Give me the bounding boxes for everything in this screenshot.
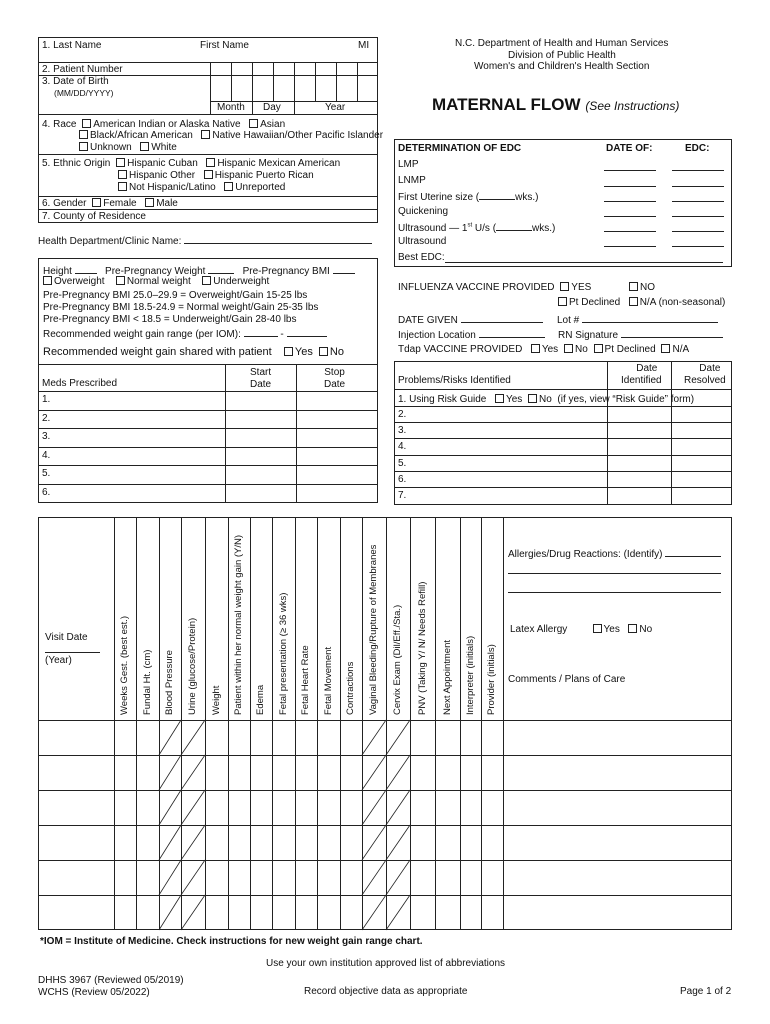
na-option: N/A — [672, 344, 690, 355]
cell-diagonal — [159, 860, 181, 895]
problem-row[interactable]: 6. — [398, 474, 407, 485]
allergies-field[interactable] — [665, 547, 721, 557]
weight-range-label: Recommended weight gain range (per IOM): — [43, 329, 241, 340]
cell-diagonal — [362, 860, 386, 895]
no-option: No — [539, 394, 552, 405]
start-label: Start — [250, 367, 272, 378]
us-label-b: U/s ( — [472, 223, 497, 234]
uterine-weeks-unit: wks.) — [515, 192, 539, 203]
risk-guide-note: (if yes, view “Risk Guide” form) — [557, 394, 695, 405]
first-name-label: First Name — [200, 40, 249, 51]
dept-name: N.C. Department of Health and Human Services — [455, 38, 669, 49]
problem-row[interactable]: 2. — [398, 409, 407, 420]
yes-option: Yes — [294, 346, 313, 358]
na-option: N/A (non-seasonal) — [639, 297, 726, 308]
latex-label: Latex Allergy — [510, 624, 568, 635]
med-row[interactable]: 3. — [42, 431, 51, 442]
gender-option: Female — [103, 198, 137, 209]
allergies-line[interactable] — [508, 573, 721, 574]
column-header: Cervix Exam (Dil/Eff./Sta.) — [392, 604, 403, 715]
mi-label: MI — [358, 40, 370, 51]
abbrev-note: Use your own institution approved list of abbreviations — [266, 958, 506, 969]
us-label: Ultrasound — 1 — [398, 223, 468, 234]
cell-diagonal — [386, 720, 410, 755]
identified-label-2: Identified — [621, 374, 662, 386]
lnmp-label: LNMP — [398, 175, 426, 186]
county-label: 7. County of Residence — [42, 211, 146, 222]
patient-number-label: 2. Patient Number — [42, 64, 123, 75]
column-header: Patient within her normal weight gain (Y/N) — [233, 534, 244, 715]
division-name: Division of Public Health — [508, 50, 616, 61]
gender-option: Male — [156, 198, 178, 209]
cell-diagonal — [386, 825, 410, 860]
page-number: Page 1 of 2 — [680, 986, 732, 997]
column-header: Edema — [255, 684, 266, 715]
column-header: Weeks Gest. (best est.) — [119, 615, 130, 715]
med-row[interactable]: 5. — [42, 468, 51, 479]
declined-option: Pt Declined — [569, 297, 621, 308]
ethnic-label: 5. Ethnic Origin — [42, 158, 111, 169]
start-date-label: Date — [250, 378, 272, 390]
rn-label: RN Signature — [558, 330, 619, 341]
bmi-rule-2: Pre-Pregnancy BMI 18.5-24.9 = Normal weight/Gain 25-35 lbs — [43, 302, 319, 313]
tdap-label: Tdap VACCINE PROVIDED — [398, 344, 523, 355]
column-header: Vaginal Bleeding/Rupture of Membranes — [368, 544, 379, 715]
edc-header: DETERMINATION OF EDC — [398, 143, 522, 154]
lmp-label: LMP — [398, 159, 419, 170]
yes-option: YES — [571, 282, 592, 293]
category-option: Normal weight — [126, 276, 191, 287]
no-option: NO — [640, 282, 655, 293]
ultrasound-label: Ultrasound — [398, 236, 447, 247]
column-header: Interpreter (initials) — [464, 635, 476, 715]
column-header: Urine (glucose/Protein) — [187, 617, 198, 715]
day-label: Day — [263, 102, 281, 113]
med-row[interactable]: 2. — [42, 413, 51, 424]
race-option: White — [151, 142, 177, 153]
cell-diagonal — [159, 895, 181, 930]
identified-label: Date — [636, 363, 658, 374]
bmi-rule-1: Pre-Pregnancy BMI 25.0–29.9 = Overweight/Gain 15-25 lbs — [43, 290, 308, 301]
pre-bmi-label: Pre-Pregnancy BMI — [242, 266, 330, 277]
column-header: Blood Pressure — [164, 650, 175, 715]
race-label: 4. Race — [42, 119, 77, 130]
yes-option: Yes — [541, 344, 559, 355]
year-label: Year — [325, 102, 346, 113]
race-option: Unknown — [90, 142, 132, 153]
med-row[interactable]: 1. — [42, 394, 51, 405]
cell-diagonal — [181, 755, 205, 790]
month-label: Month — [217, 102, 245, 113]
edc-col-header: EDC: — [685, 143, 710, 154]
form-number: DHHS 3967 (Reviewed 05/2019) — [38, 975, 184, 986]
problem-row[interactable]: 5. — [398, 458, 407, 469]
allergies-label — [508, 547, 721, 561]
ethnic-option: Hispanic Puerto Rican — [214, 170, 314, 181]
ethnic-option: Hispanic Cuban — [127, 158, 198, 169]
problem-row[interactable]: 7. — [398, 490, 407, 501]
column-header: PNV (Taking Y/ N/ Needs Refill) — [416, 581, 428, 715]
cell-diagonal — [362, 755, 386, 790]
subtitle-text: (See Instructions) — [585, 99, 680, 113]
no-option: No — [329, 346, 344, 358]
resolved-label-2: Resolved — [684, 374, 726, 386]
column-header: Fetal Movement — [322, 646, 334, 715]
cell-diagonal — [362, 895, 386, 930]
cell-diagonal — [386, 790, 410, 825]
category-option: Underweight — [213, 276, 270, 287]
cell-diagonal — [159, 720, 181, 755]
cell-diagonal — [362, 720, 386, 755]
checkbox[interactable] — [593, 624, 602, 633]
cell-diagonal — [159, 790, 181, 825]
health-dept-label: Health Department/Clinic Name: — [38, 236, 182, 247]
iom-note: *IOM = Institute of Medicine. Check instructions for new weight gain range chart. — [40, 936, 423, 947]
no-option: No — [574, 344, 588, 355]
yes-option: Yes — [505, 394, 523, 405]
ethnic-option: Hispanic Mexican American — [217, 158, 341, 169]
cell-diagonal — [181, 720, 205, 755]
problem-row[interactable]: 4. — [398, 441, 407, 452]
stop-label: Stop — [324, 367, 345, 378]
race-option: Native Hawaiian/Other Pacific Islander — [212, 130, 384, 141]
stop-date-label: Date — [324, 378, 346, 390]
resolved-label: Date — [699, 363, 721, 374]
med-row[interactable]: 6. — [42, 487, 51, 498]
cell-diagonal — [386, 895, 410, 930]
race-option: Black/African American — [90, 130, 193, 141]
height-label: Height — [43, 266, 72, 277]
quickening-label: Quickening — [398, 206, 449, 217]
dob-label: 3. Date of Birth — [42, 76, 109, 87]
cell-diagonal — [159, 755, 181, 790]
us-weeks-unit: wks.) — [532, 223, 556, 234]
dob-format: (MM/DD/YYYY) — [54, 88, 114, 98]
form-review: WCHS (Review 05/2022) — [38, 987, 150, 998]
gender-label: 6. Gender — [42, 198, 87, 209]
cell-diagonal — [159, 825, 181, 860]
injection-label: Injection Location — [398, 330, 476, 341]
column-header: Provider (initials) — [486, 644, 497, 715]
title-text: MATERNAL FLOW — [432, 95, 581, 114]
risk-guide-label: 1. Using Risk Guide — [398, 394, 487, 405]
column-header: Fetal Heart Rate — [300, 645, 311, 715]
comments-label: Comments / Plans of Care — [508, 674, 626, 685]
weight-range-row: Recommended weight gain range (per IOM): - — [43, 327, 327, 341]
lot-label: Lot # — [557, 315, 580, 326]
bmi-rule-3: Pre-Pregnancy BMI < 18.5 = Underweight/Gain 28-40 lbs — [43, 314, 297, 325]
date-of-header: DATE OF: — [606, 143, 653, 154]
last-name-label: 1. Last Name — [42, 40, 102, 51]
cell-diagonal — [181, 790, 205, 825]
ethnic-option: Not Hispanic/Latino — [129, 182, 216, 193]
visit-date-label: Visit Date — [45, 632, 88, 643]
section-name: Women's and Children's Health Section — [474, 61, 650, 72]
cell-diagonal — [181, 825, 205, 860]
yes-option: Yes — [603, 624, 620, 635]
cell-diagonal — [181, 860, 205, 895]
pre-weight-label: Pre-Pregnancy Weight — [105, 266, 206, 277]
latex-row — [510, 624, 652, 636]
declined-option: Pt Declined — [604, 344, 656, 355]
cell-diagonal — [386, 755, 410, 790]
no-option: No — [639, 624, 653, 635]
cell-diagonal — [386, 860, 410, 895]
race-option: Asian — [260, 119, 286, 130]
column-header: Fetal presentation (≥ 36 wks) — [277, 592, 289, 715]
ethnic-option: Hispanic Other — [129, 170, 196, 181]
best-edc-label: Best EDC: — [398, 252, 445, 263]
column-header: Weight — [210, 685, 222, 715]
visit-year-label: (Year) — [45, 655, 72, 666]
race-option: American Indian or Alaska Native — [93, 119, 241, 130]
allergies-line[interactable] — [508, 592, 721, 593]
cell-diagonal — [362, 825, 386, 860]
allergies-text: Allergies/Drug Reactions: (Identify) — [508, 549, 663, 560]
cell-diagonal — [362, 790, 386, 825]
us-sup: st — [467, 222, 473, 229]
meds-header: Meds Prescribed — [42, 378, 118, 389]
cell-diagonal — [181, 895, 205, 930]
uterine-label: First Uterine size ( — [398, 192, 480, 203]
objective-note: Record objective data as appropriate — [304, 986, 468, 997]
date-given-label: DATE GIVEN — [398, 315, 458, 326]
problems-header: Problems/Risks Identified — [398, 375, 511, 386]
med-row[interactable]: 4. — [42, 450, 51, 461]
ethnic-option: Unreported — [235, 182, 286, 193]
column-header: Fundal Ht. (cm) — [141, 649, 153, 715]
column-header: Next Appointment — [441, 640, 453, 715]
influenza-label: INFLUENZA VACCINE PROVIDED — [398, 282, 555, 293]
weight-shared-label: Recommended weight gain shared with patient — [43, 346, 272, 358]
category-option: Overweight — [54, 276, 105, 287]
checkbox[interactable] — [628, 624, 637, 633]
column-header: Contractions — [345, 661, 356, 715]
problem-row[interactable]: 3. — [398, 425, 407, 436]
